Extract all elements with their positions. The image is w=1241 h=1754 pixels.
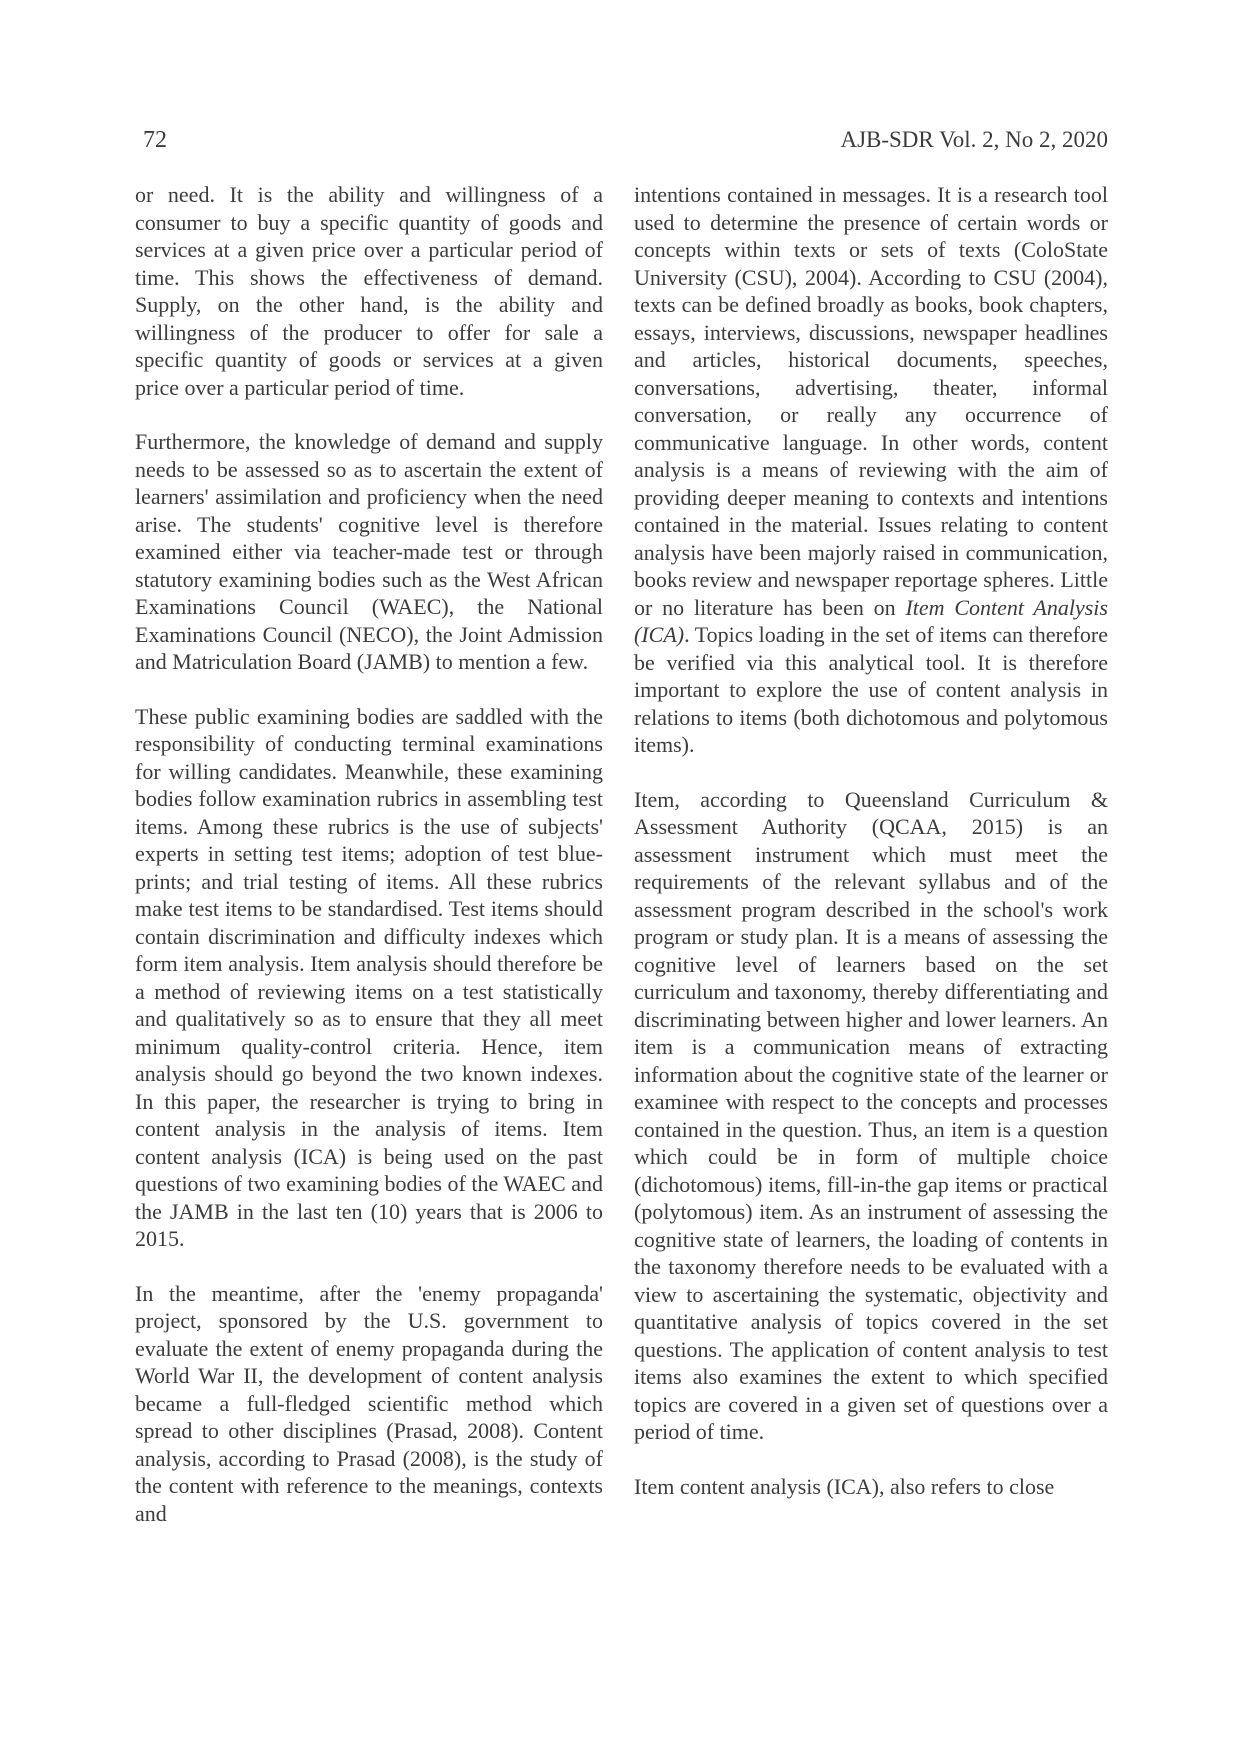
paragraph (634, 181, 1108, 759)
paragraph (634, 786, 1108, 1446)
body-text: In the meantime, after the 'enemy propaganda' project, sponsored by the U.S. government to evaluate the extent of enemy propaganda during the World War II, the development of content analysis became a full-fledged scientific method which spread to other disciplines (Prasad, 2008). Content analysis, according to Prasad (2008), is the study of the content with reference to the meanings, contexts and (135, 1280, 603, 1526)
body-text: Item content analysis (ICA), also refers to close (634, 1473, 1055, 1499)
journal-citation: AJB-SDR Vol. 2, No 2, 2020 (840, 127, 1108, 152)
paragraph (634, 1473, 1108, 1501)
paragraph (135, 181, 603, 401)
body-text: . Topics loading in the set of items can therefore be verified via this analytical tool. It is therefore important to explore the use of content analysis in relations to items (both dichotomous and polytomous items). (634, 622, 1108, 757)
body-text: intentions contained in messages. It is a research tool used to determine the presence of certain words or concepts within texts or sets of texts (ColoState University (CSU), 2004). According to CSU (2004), texts can be defined broadly as books, book chapters, essays, interviews, discussions, newspaper headlines and articles, historical documents, speeches, conversations, advertising, theater, informal conversation, or really any occurrence of communicative language. In other words, content analysis is a means of reviewing with the aim of providing deeper meaning to contexts and intentions contained in the material. Issues relating to content analysis have been majorly raised in communication, books review and newspaper reportage spheres. Little or no literature has been on (634, 182, 1108, 620)
italic-text: Item Content Analysis (ICA) (634, 594, 1108, 647)
right-column (634, 181, 1108, 1527)
paragraph (135, 428, 603, 676)
body-text: Furthermore, the knowledge of demand and supply needs to be assessed so as to ascertain the extent of learners' assimilation and proficiency when the need arise. The students' cognitive level is therefore examined either via teacher-made test or through statutory examining bodies such as the West African Examinations Council (WAEC), the National Examinations Council (NECO), the Joint Admission and Matriculation Board (JAMB) to mention a few. (135, 429, 603, 674)
left-column (135, 181, 603, 1527)
paragraph (135, 1280, 603, 1528)
body-text: These public examining bodies are saddled with the responsibility of conducting terminal examinations for willing candidates. Meanwhile, these examining bodies follow examination rubrics in assembling test items. Among these rubrics is the use of subjects' experts in setting test items; adoption of test blue-prints; and trial testing of items. All these rubrics make test items to be standardised. Test items should contain discrimination and difficulty indexes which form item analysis. Item analysis should therefore be a method of reviewing items on a test statistically and qualitatively so as to ensure that they all meet minimum quality-control criteria. Hence, item analysis should go beyond the two known indexes. In this paper, the researcher is trying to bring in content analysis in the analysis of items. Item content analysis (ICA) is being used on the past questions of two examining bodies of the WAEC and the JAMB in the last ten (10) years that is 2006 to 2015. (135, 703, 603, 1251)
page-header (135, 126, 1108, 154)
body-text: or need. It is the ability and willingness of a consumer to buy a specific quantity of goods and services at a given price over a particular period of time. This shows the effectiveness of demand. Supply, on the other hand, is the ability and willingness of the producer to offer for sale a specific quantity of goods or services at a given price over a particular period of time. (135, 182, 603, 400)
content-columns (135, 181, 1108, 1527)
paragraph (135, 703, 603, 1253)
body-text: Item, according to Queensland Curriculum & Assessment Authority (QCAA, 2015) is an assessment instrument which must meet the requirements of the relevant syllabus and of the assessment program described in the school's work program or study plan. It is a means of assessing the cognitive level of learners based on the set curriculum and taxonomy, thereby differentiating and discriminating between higher and lower learners. An item is a communication means of extracting information about the cognitive state of the learner or examinee with respect to the concepts and processes contained in the question. Thus, an item is a question which could be in form of multiple choice (dichotomous) items, fill-in-the gap items or practical (polytomous) item. As an instrument of assessing the cognitive state of learners, the loading of contents in the taxonomy therefore needs to be evaluated with a view to ascertaining the systematic, objectivity and quantitative analysis of topics covered in the set questions. The application of content analysis to test items also examines the extent to which specified topics are covered in a given set of questions over a period of time. (634, 786, 1108, 1444)
page-number: 72 (143, 127, 167, 153)
